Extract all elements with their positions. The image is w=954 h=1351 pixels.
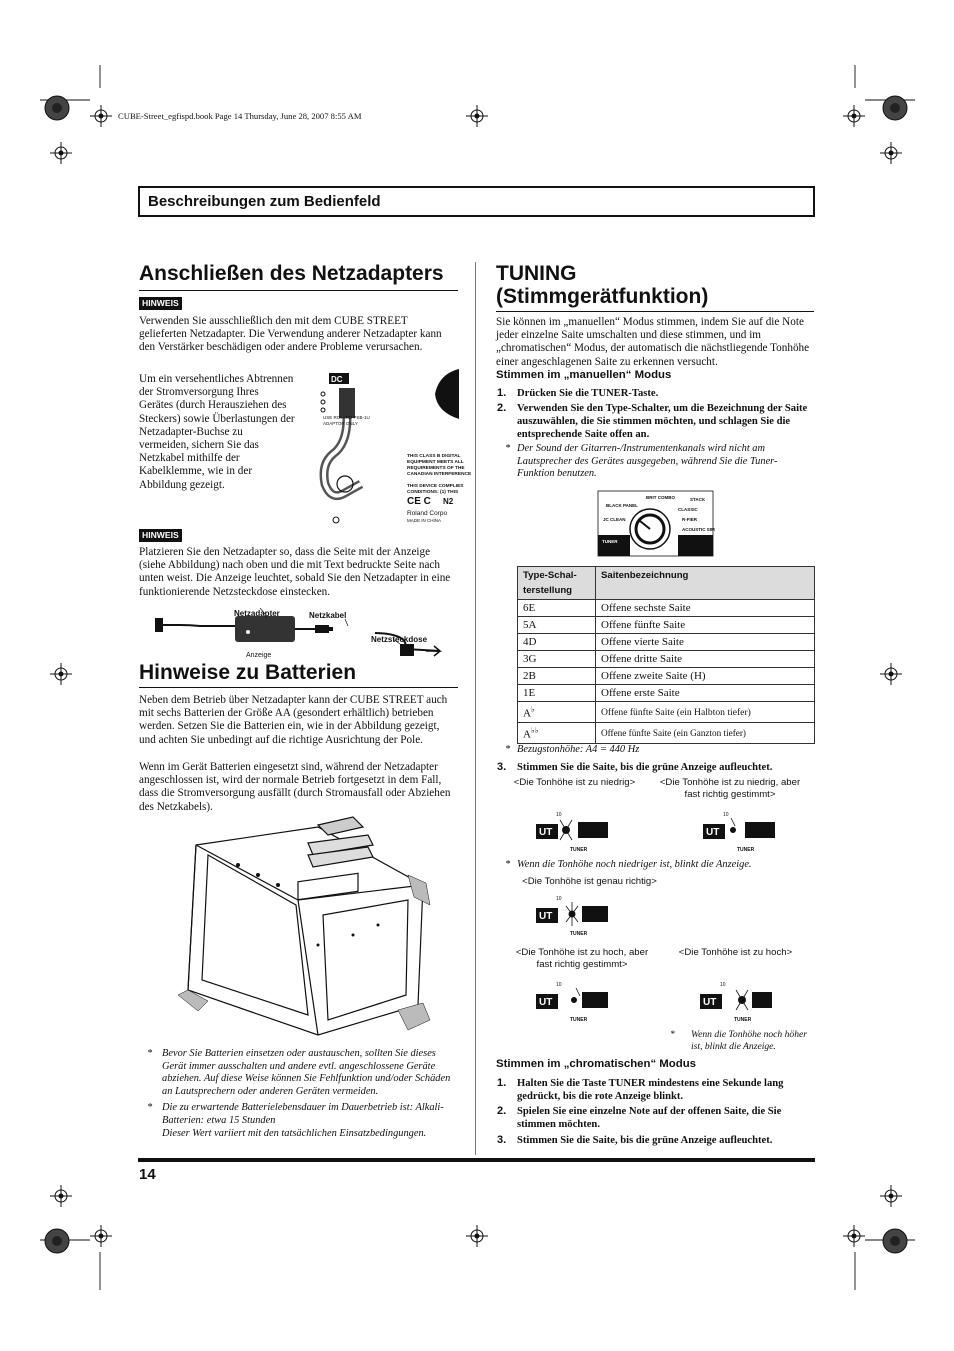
batt-note-2-marker: * (147, 1102, 153, 1113)
table-header-row (518, 567, 815, 600)
step-number: 1. (497, 387, 507, 399)
crosshair-icon (843, 1225, 865, 1247)
label-netzsteckdose: Netzsteckdose (371, 635, 428, 644)
chrom-step-2: Spielen Sie eine einzelne Note auf der offenen Saite, die Sie stimmen möchten. (517, 1106, 782, 1130)
batt-paragraph-1: Neben dem Betrieb über Netzadapter kann der CUBE STREET auch mit sechs Batterien der Größe AA (gesondert erhältlich) betrieben werden. Setzen Sie die Batterien ein, wie in der Abbildung gezeigt, und achten Sie unbedingt auf die richtige Ausrichtung der Pole. (139, 694, 448, 746)
crosshair-icon (466, 1225, 488, 1247)
tuner-display-icon (536, 806, 608, 856)
dc-label: DC (331, 375, 343, 384)
svg-text:TUNER: TUNER (570, 847, 588, 853)
svg-text:TUNER: TUNER (737, 847, 755, 853)
title-rule (496, 311, 814, 312)
crosshair-icon (50, 142, 72, 164)
svg-text:REQUIREMENTS OF THE: REQUIREMENTS OF THE (407, 466, 465, 471)
svg-text:CE C: CE C (407, 496, 431, 507)
note-higher: Wenn die Tonhöhe noch höher ist, blinkt die Anzeige. (691, 1029, 808, 1053)
step-number: 3. (497, 761, 507, 773)
table-cell: 4D (518, 634, 596, 651)
registration-disc-icon (44, 1228, 70, 1254)
netz-paragraph-3: Platzieren Sie den Netzadapter so, dass die Seite mit der Anzeige (siehe Abbildung) nach oben und die mit Text bedruckte Seite nach unten weist. Die Anzeige leuchtet, sobald Sie den Netzadapter in eine funktionierende Netzsteckdose einstecken. (139, 546, 451, 598)
svg-text:CANADIAN INTERFERENCE: CANADIAN INTERFERENCE (407, 472, 472, 477)
note-marker: * (505, 744, 511, 755)
manual-step-2: Verwenden Sie den Type-Schalter, um die Bezeichnung der Saite auszuwählen, die Sie stimmen möchten, und schlagen Sie die entsprechende Saite offen an. (517, 403, 808, 440)
svg-text:ADAPTOR ONLY: ADAPTOR ONLY (323, 421, 358, 426)
section-title: Beschreibungen zum Bedienfeld (148, 193, 381, 210)
table-cell: Offene erste Saite (596, 685, 815, 702)
table-row (518, 651, 815, 668)
step-number: 3. (497, 1134, 507, 1146)
svg-text:UT: UT (539, 997, 553, 1008)
knob-black-panel: BLACK PANEL (606, 503, 638, 508)
knob-classic: CLASSIC (678, 507, 698, 512)
title-rule (139, 687, 458, 688)
knob-r-fier: R-FIER (682, 517, 697, 522)
note-lower: Wenn die Tonhöhe noch niedriger ist, blinkt die Anzeige. (517, 859, 752, 870)
adapter-diagram (150, 604, 450, 664)
table-cell: Offene sechste Saite (596, 600, 815, 617)
string-table (517, 566, 815, 744)
registration-disc-icon (44, 95, 70, 121)
title-rule (139, 290, 458, 291)
svg-text:N2: N2 (443, 497, 454, 506)
svg-text:THIS CLASS B DIGITAL: THIS CLASS B DIGITAL (407, 454, 461, 459)
svg-text:TUNER: TUNER (734, 1017, 752, 1023)
table-cell: Offene zweite Saite (H) (596, 668, 815, 685)
svg-text:CONDITIONS: (1) THIS: CONDITIONS: (1) THIS (407, 490, 459, 495)
svg-text:TUNER: TUNER (570, 931, 588, 937)
table-row (518, 702, 815, 723)
table-cell: A♭♭ (518, 723, 596, 744)
knob-brit-combo: BRIT COMBO (646, 495, 675, 500)
svg-text:10: 10 (556, 982, 562, 988)
table-cell: Offene dritte Saite (596, 651, 815, 668)
table-cell: Offene fünfte Saite (596, 617, 815, 634)
label-netzkabel: Netzkabel (309, 611, 347, 620)
brand-label: Roland Corpo (407, 510, 448, 517)
step-number: 1. (497, 1077, 507, 1089)
caption-low-almost: <Die Tonhöhe ist zu niedrig, aber fast richtig gestimmt> (659, 777, 801, 800)
table-header: Saitenbezeichnung (596, 567, 815, 600)
tuner-display-icon (536, 890, 608, 940)
chrom-heading: Stimmen im „chromatischen“ Modus (496, 1058, 697, 1070)
crosshair-icon (50, 663, 72, 685)
note-marker: * (505, 443, 511, 454)
section-banner (138, 186, 815, 217)
tuner-display-icon (703, 806, 775, 856)
table-cell: Offene fünfte Saite (ein Halbton tiefer) (596, 702, 815, 723)
crosshair-icon (50, 1185, 72, 1207)
table-cell: 3G (518, 651, 596, 668)
svg-text:TUNER: TUNER (570, 1017, 588, 1023)
table-cell: 2B (518, 668, 596, 685)
page-number: 14 (139, 1166, 156, 1183)
svg-text:10: 10 (723, 812, 729, 818)
table-cell: Offene vierte Saite (596, 634, 815, 651)
svg-text:10: 10 (556, 812, 562, 818)
power-jack-figure (303, 364, 472, 529)
table-cell: 1E (518, 685, 596, 702)
note-marker: * (505, 859, 511, 870)
crosshair-icon (880, 663, 902, 685)
chrom-step-1: Halten Sie die Taste TUNER mindestens eine Sekunde lang gedrückt, bis die rote Anzeige blinkt. (517, 1078, 784, 1102)
caption-too-high: <Die Tonhöhe ist zu hoch> (678, 947, 793, 958)
batt-note-2b: Dieser Wert variiert mit den tatsächlichen Einsatzbedingungen. (162, 1128, 427, 1139)
footer-rule (138, 1158, 815, 1162)
table-row (518, 634, 815, 651)
crosshair-icon (466, 105, 488, 127)
batt-title: Hinweise zu Batterien (139, 661, 357, 684)
table-row (518, 668, 815, 685)
step-number: 2. (497, 1105, 507, 1117)
type-knob-illustration (598, 491, 713, 556)
caption-too-low: <Die Tonhöhe ist zu niedrig> (513, 777, 636, 788)
table-cell: A♭ (518, 702, 596, 723)
table-row (518, 617, 815, 634)
crosshair-icon (843, 105, 865, 127)
caption-correct: <Die Tonhöhe ist genau richtig> (522, 876, 657, 887)
svg-text:EQUIPMENT MEETS ALL: EQUIPMENT MEETS ALL (407, 460, 464, 465)
tuning-title-line-2: (Stimmgerätfunktion) (496, 285, 709, 308)
registration-disc-icon (882, 95, 908, 121)
tuner-display-icon (700, 976, 772, 1026)
caption-high-almost: <Die Tonhöhe ist zu hoch, aber fast richtig gestimmt> (515, 947, 649, 970)
table-cell: 5A (518, 617, 596, 634)
manual-step-1: Drücken Sie die TUNER-Taste. (517, 388, 659, 399)
note-marker: * (670, 1029, 675, 1040)
crosshair-icon (90, 105, 112, 127)
crosshair-icon (880, 1185, 902, 1207)
table-cell: Offene fünfte Saite (ein Ganzton tiefer) (596, 723, 815, 744)
manual-step-3: Stimmen Sie die Saite, bis die grüne Anzeige aufleuchtet. (517, 762, 773, 773)
svg-text:THIS DEVICE COMPLIES: THIS DEVICE COMPLIES (407, 484, 464, 489)
table-row (518, 685, 815, 702)
batt-note-1: Bevor Sie Batterien einsetzen oder austauschen, sollten Sie dieses Gerät immer ausschalten und andere evtl. angeschlossene Geräte abziehen. Auf diese Weise können Sie Fehlfunktion und/oder Schäden an Lautsprechern oder anderen Geräten vermeiden. (162, 1048, 451, 1097)
batt-paragraph-2: Wenn im Gerät Batterien eingesetzt sind, während der Netzadapter angeschlossen ist, wird der normale Betrieb fortgesetzt in dem Fall, dass die Stromversorgung ausfällt (durch Stromausfall oder Abziehen des Netzkabels). (139, 761, 451, 813)
svg-text:UT: UT (703, 997, 717, 1008)
netz-paragraph-1: Verwenden Sie ausschließlich den mit dem CUBE STREET gelieferten Netzadapter. Die Verwendung anderer Netzadapter kann den Verstärker beschädigen oder andere Probleme verursachen. (139, 315, 442, 354)
svg-text:10: 10 (556, 896, 562, 902)
svg-text:USE ROLAND PSB-1U: USE ROLAND PSB-1U (323, 415, 370, 420)
manual-heading: Stimmen im „manuellen“ Modus (496, 369, 672, 381)
table-row (518, 600, 815, 617)
svg-text:UT: UT (706, 827, 720, 838)
print-header: CUBE-Street_egfispd.book Page 14 Thursday, June 28, 2007 8:55 AM (118, 111, 362, 121)
batt-note-2a: Die zu erwartende Batterielebensdauer im Dauerbetrieb ist: Alkali-Batterien: etwa 15 Stunden (162, 1102, 444, 1126)
knob-acoustic: ACOUSTIC SIM (682, 527, 715, 532)
label-netzadapter: Netzadapter (234, 609, 280, 618)
ref-pitch: Bezugstonhöhe: A4 = 440 Hz (517, 744, 640, 755)
netz-title: Anschließen des Netzadapters (139, 262, 444, 285)
svg-text:UT: UT (539, 827, 553, 838)
note-sound: Der Sound der Gitarren-/Instrumentenkanals wird nicht am Lautsprecher des Gerätes ausgegeben, während Sie die Tuner-Funktion benutzen. (517, 443, 778, 480)
netz-paragraph-2: Um ein versehentliches Abtrennen der Stromversorgung Ihres Gerätes (durch Herausziehen des Steckers) sowie Überlastungen der Netzadapter-Buchse zu vermeiden, sichern Sie das Netzkabel mithilfe der Kabelklemme, wie in der Abbildung gezeigt. (139, 373, 295, 491)
knob-tuner: TUNER (602, 539, 618, 544)
tuner-display-icon (536, 976, 608, 1026)
column-divider (475, 262, 476, 1155)
registration-disc-icon (882, 1228, 908, 1254)
table-header: Type-Schal-terstellung (518, 567, 596, 600)
tuning-intro: Sie können im „manuellen“ Modus stimmen, indem Sie auf die Note jeder einzelne Saite umschalten und diese stimmen, und im „chromatischen“ Modus, der automatisch die nächstliegende Tonhöhe einer angeschlagenen Saite zu erkennen versucht. (496, 316, 810, 368)
amp-battery-illustration (168, 815, 440, 1040)
svg-text:UT: UT (539, 911, 553, 922)
knob-jc-clean: JC CLEAN (603, 517, 626, 522)
svg-text:10: 10 (720, 982, 726, 988)
table-row (518, 723, 815, 744)
hinweis-badge-2: HINWEIS (139, 529, 182, 542)
chrom-step-3: Stimmen Sie die Saite, bis die grüne Anzeige aufleuchtet. (517, 1135, 773, 1146)
label-anzeige: Anzeige (246, 652, 272, 659)
hinweis-badge: HINWEIS (139, 297, 182, 310)
tuning-title-line-1: TUNING (496, 262, 577, 285)
table-cell: 6E (518, 600, 596, 617)
crosshair-icon (880, 142, 902, 164)
step-number: 2. (497, 402, 507, 414)
batt-note-1-marker: * (147, 1048, 153, 1059)
knob-stack: STACK (690, 497, 706, 502)
made-label: MADE IN CHINA (407, 518, 442, 523)
crosshair-icon (90, 1225, 112, 1247)
